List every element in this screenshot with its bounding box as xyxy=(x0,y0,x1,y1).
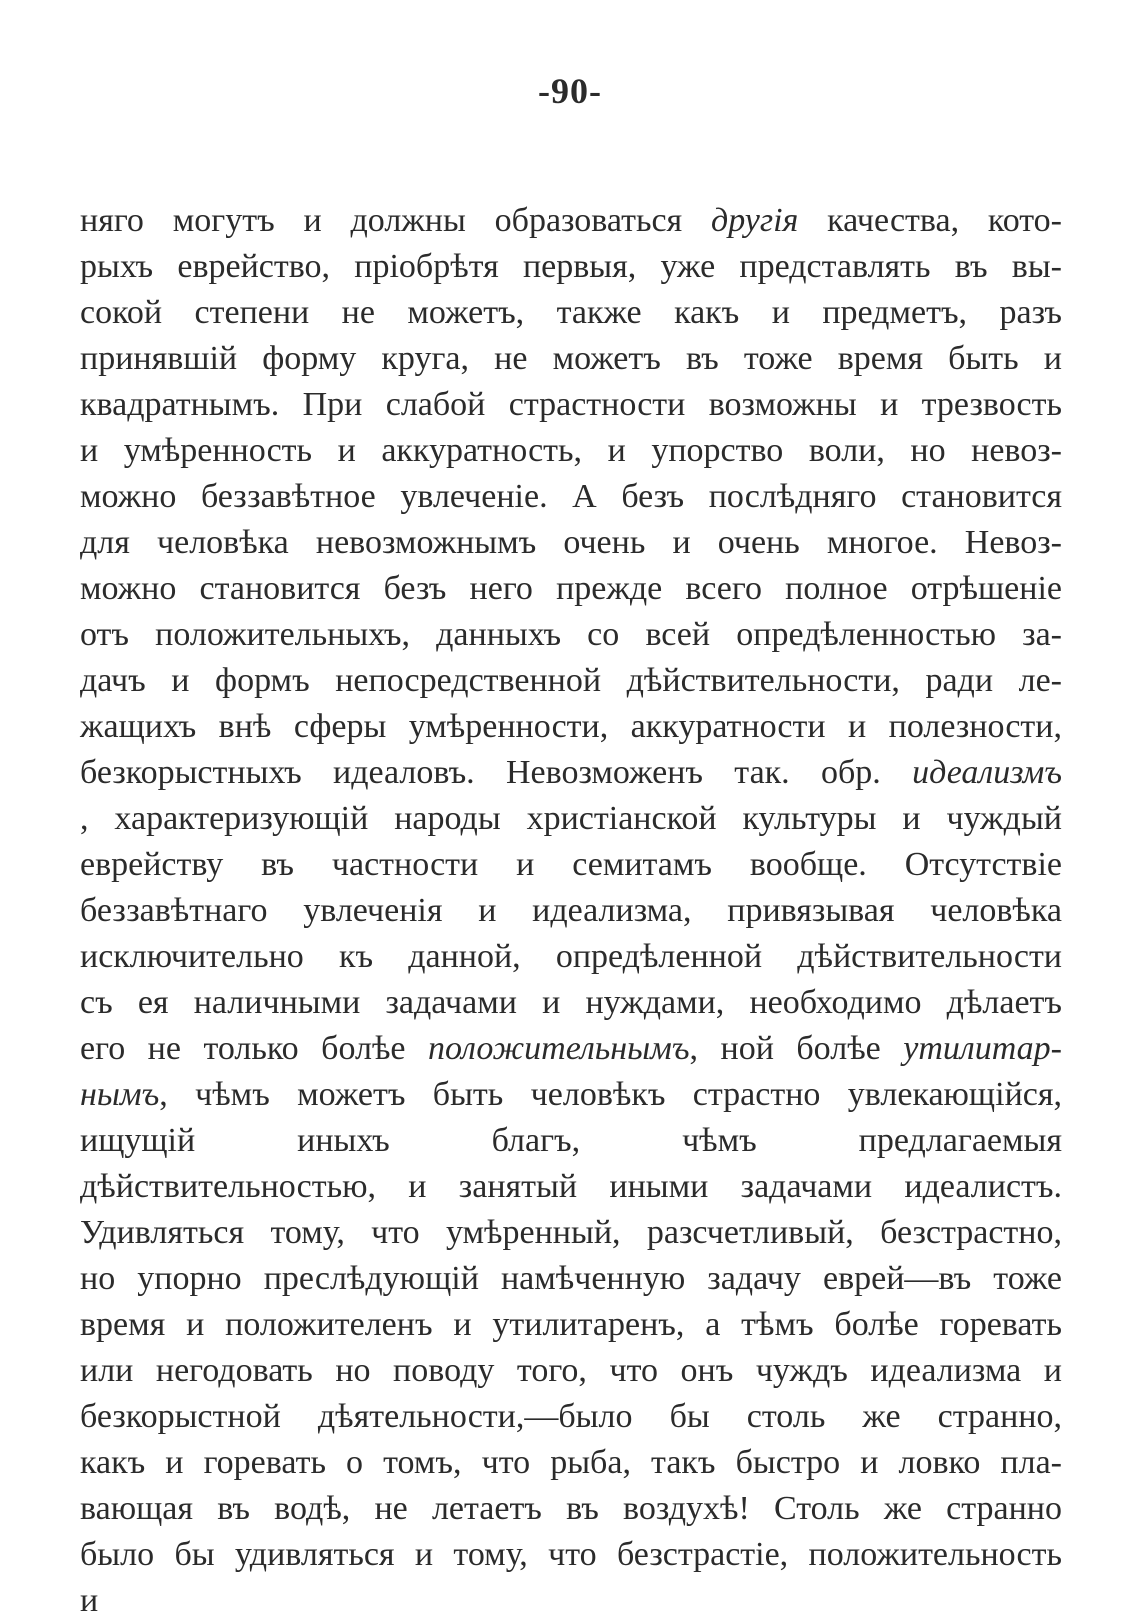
text-run: безкорыстной дѣятельности,—было бы столь же странно, xyxy=(80,1398,1062,1435)
text-line xyxy=(80,612,1062,658)
text-line xyxy=(80,934,1062,980)
text-line xyxy=(80,1486,1062,1532)
text-line xyxy=(80,842,1062,888)
text-run: сокой степени не можетъ, также какъ и предметъ, разъ xyxy=(80,294,1062,331)
text-run: еврейству въ частности и семитамъ вообще. Отсутствіе xyxy=(80,846,1062,883)
text-run: безкорыстныхъ идеаловъ. Невозможенъ так. обр. xyxy=(80,754,913,791)
text-run: исключительно къ данной, опредѣленной дѣйствительности xyxy=(80,938,1062,975)
text-line xyxy=(80,1440,1062,1486)
text-line xyxy=(80,290,1062,336)
italic-text: утилитар- xyxy=(903,1030,1062,1067)
text-run: какъ и горевать о томъ, что рыба, такъ быстро и ловко пла- xyxy=(80,1444,1062,1481)
text-line xyxy=(80,1256,1062,1302)
text-run: няго могутъ и должны образоваться xyxy=(80,202,711,239)
italic-text: положительнымъ xyxy=(428,1030,690,1067)
text-run: было бы удивляться и тому, что безстрастіе, положительность xyxy=(80,1536,1062,1573)
text-run: съ ея наличными задачами и нуждами, необходимо дѣлаетъ xyxy=(80,984,1062,1021)
text-run: его не только болѣе xyxy=(80,1030,428,1067)
text-line xyxy=(80,1118,1062,1164)
text-line xyxy=(80,198,1062,244)
text-line xyxy=(80,750,1062,796)
text-run: и xyxy=(80,1582,99,1619)
text-line xyxy=(80,382,1062,428)
text-run: рыхъ еврейство, пріобрѣтя первыя, уже представлять въ вы- xyxy=(80,248,1062,285)
text-run: Удивляться тому, что умѣренный, разсчетливый, безстрастно, xyxy=(80,1214,1062,1251)
text-run: , чѣмъ можетъ быть человѣкъ страстно увлекающійся, xyxy=(159,1076,1062,1113)
text-run: , характеризующій народы христіанской культуры и чуждый xyxy=(80,800,1062,837)
italic-text: другія xyxy=(711,202,799,239)
text-run: качества, кото- xyxy=(798,202,1062,239)
text-line xyxy=(80,980,1062,1026)
text-run: дѣйствительностью, и занятый иными задачами идеалистъ. xyxy=(80,1168,1062,1205)
text-line xyxy=(80,520,1062,566)
text-line xyxy=(80,566,1062,612)
text-run: беззавѣтнаго увлеченія и идеализма, привязывая человѣка xyxy=(80,892,1062,929)
text-line xyxy=(80,1348,1062,1394)
text-run: , ной болѣе xyxy=(689,1030,904,1067)
text-run: ищущій иныхъ благъ, чѣмъ предлагаемыя xyxy=(80,1122,1062,1159)
text-run: дачъ и формъ непосредственной дѣйствительности, ради ле- xyxy=(80,662,1062,699)
text-run: жащихъ внѣ сферы умѣренности, аккуратности и полезности, xyxy=(80,708,1062,745)
text-line xyxy=(80,1164,1062,1210)
text-line xyxy=(80,1578,1062,1624)
text-line xyxy=(80,1026,1062,1072)
text-run: но упорно преслѣдующій намѣченную задачу еврей—въ тоже xyxy=(80,1260,1062,1297)
text-run: квадратнымъ. При слабой страстности возможны и трезвость xyxy=(80,386,1062,423)
text-line xyxy=(80,888,1062,934)
text-line xyxy=(80,1394,1062,1440)
text-line xyxy=(80,428,1062,474)
text-run: и умѣренность и аккуратность, и упорство воли, но невоз- xyxy=(80,432,1062,469)
text-line xyxy=(80,1210,1062,1256)
text-run: можно беззавѣтное увлеченіе. А безъ послѣдняго становится xyxy=(80,478,1062,515)
text-run: можно становится безъ него прежде всего полное отрѣшеніе xyxy=(80,570,1062,607)
text-run: отъ положительныхъ, данныхъ со всей опредѣленностью за- xyxy=(80,616,1062,653)
page-number: -90- xyxy=(538,71,602,111)
italic-text: идеализмъ xyxy=(912,754,1062,791)
text-line xyxy=(80,336,1062,382)
text-run: вающая въ водѣ, не летаетъ въ воздухѣ! Столь же странно xyxy=(80,1490,1062,1527)
text-run: или негодовать но поводу того, что онъ чуждъ идеализма и xyxy=(80,1352,1062,1389)
body-text xyxy=(80,198,1062,1624)
text-run: принявшій форму круга, не можетъ въ тоже время быть и xyxy=(80,340,1062,377)
text-line xyxy=(80,1532,1062,1578)
italic-text: нымъ xyxy=(80,1076,160,1113)
text-run: для человѣка невозможнымъ очень и очень многое. Невоз- xyxy=(80,524,1062,561)
text-line xyxy=(80,704,1062,750)
text-line xyxy=(80,1072,1062,1118)
text-line xyxy=(80,1302,1062,1348)
text-line xyxy=(80,796,1062,842)
text-line xyxy=(80,244,1062,290)
text-line xyxy=(80,474,1062,520)
text-line xyxy=(80,658,1062,704)
text-run: время и положителенъ и утилитаренъ, а тѣмъ болѣе горевать xyxy=(80,1306,1062,1343)
